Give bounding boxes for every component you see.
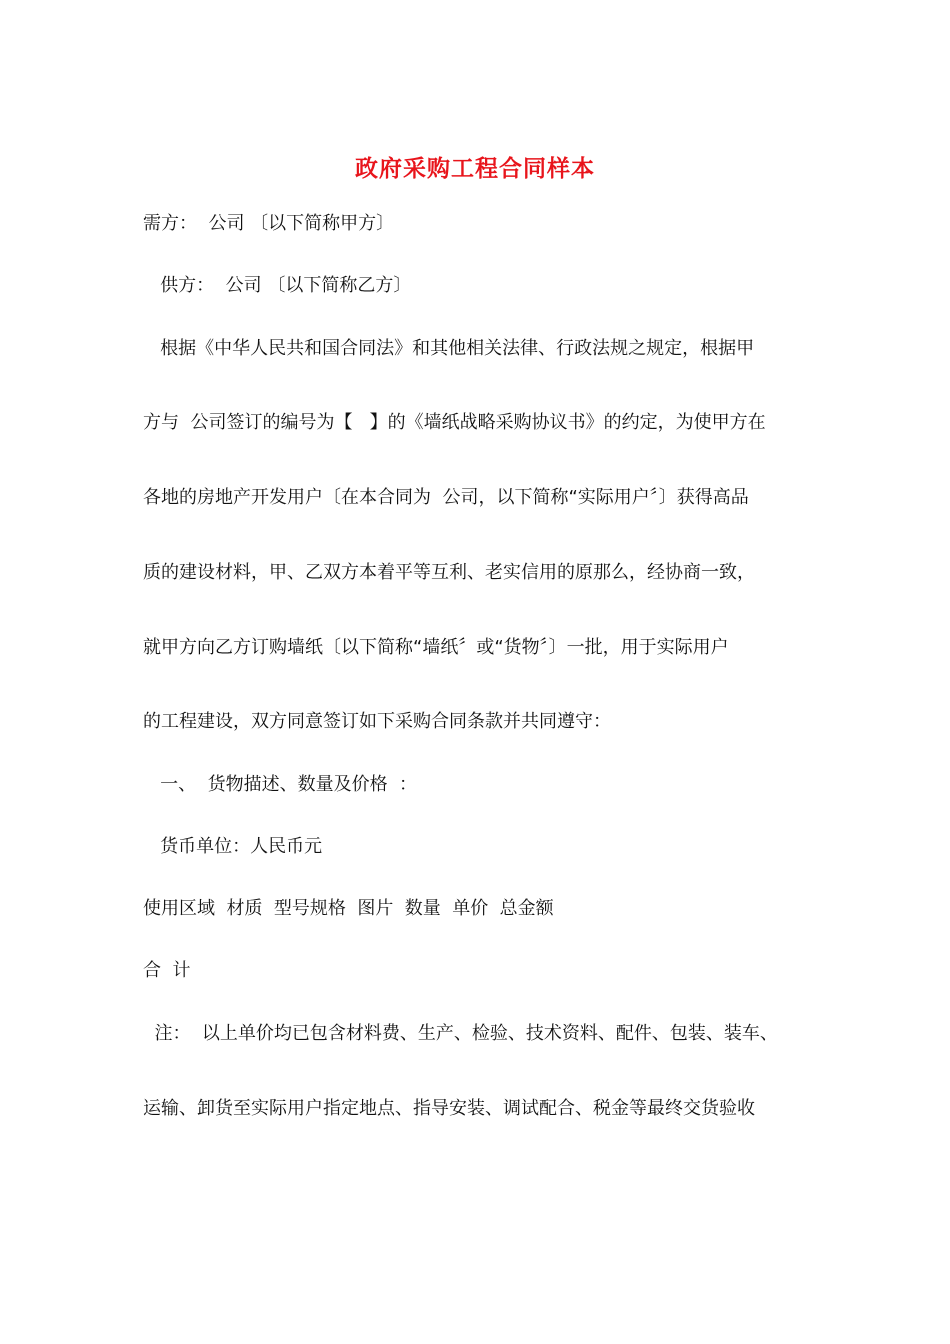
paragraph-line-5: 就甲方向乙方订购墙纸〔以下简称“墙纸〞或“货物〞〕一批，用于实际用户 <box>143 637 729 658</box>
currency-unit-line: 货币单位：人民币元 <box>143 836 323 857</box>
paragraph-line-6: 的工程建设，双方同意签订如下采购合同条款并共同遵守： <box>143 711 611 732</box>
table-header-line: 使用区域 材质 型号规格 图片 数量 单价 总金额 <box>143 898 554 919</box>
buyer-line: 需方： 公司 〔以下简称甲方〕 <box>143 213 395 234</box>
note-line-2: 运输、卸货至实际用户指定地点、指导安装、调试配合、税金等最终交货验收 <box>143 1098 755 1119</box>
paragraph-line-2: 方与 公司签订的编号为【 】的《墙纸战略采购协议书》的约定，为使甲方在 <box>143 412 766 433</box>
section-heading: 一、 货物描述、数量及价格 ： <box>143 774 418 795</box>
note-line-1: 注： 以上单价均已包含材料费、生产、检验、技术资料、配件、包装、装车、 <box>143 1023 778 1044</box>
document-title: 政府采购工程合同样本 <box>355 155 595 182</box>
paragraph-line-3: 各地的房地产开发用户〔在本合同为 公司，以下简称“实际用户〞〕获得高品 <box>143 487 749 508</box>
supplier-line: 供方： 公司 〔以下简称乙方〕 <box>143 275 412 296</box>
paragraph-line-1: 根据《中华人民共和国合同法》和其他相关法律、行政法规之规定，根据甲 <box>143 338 755 359</box>
total-line: 合 计 <box>143 960 191 981</box>
paragraph-line-4: 质的建设材料，甲、乙双方本着平等互利、老实信用的原那么，经协商一致， <box>143 562 755 583</box>
